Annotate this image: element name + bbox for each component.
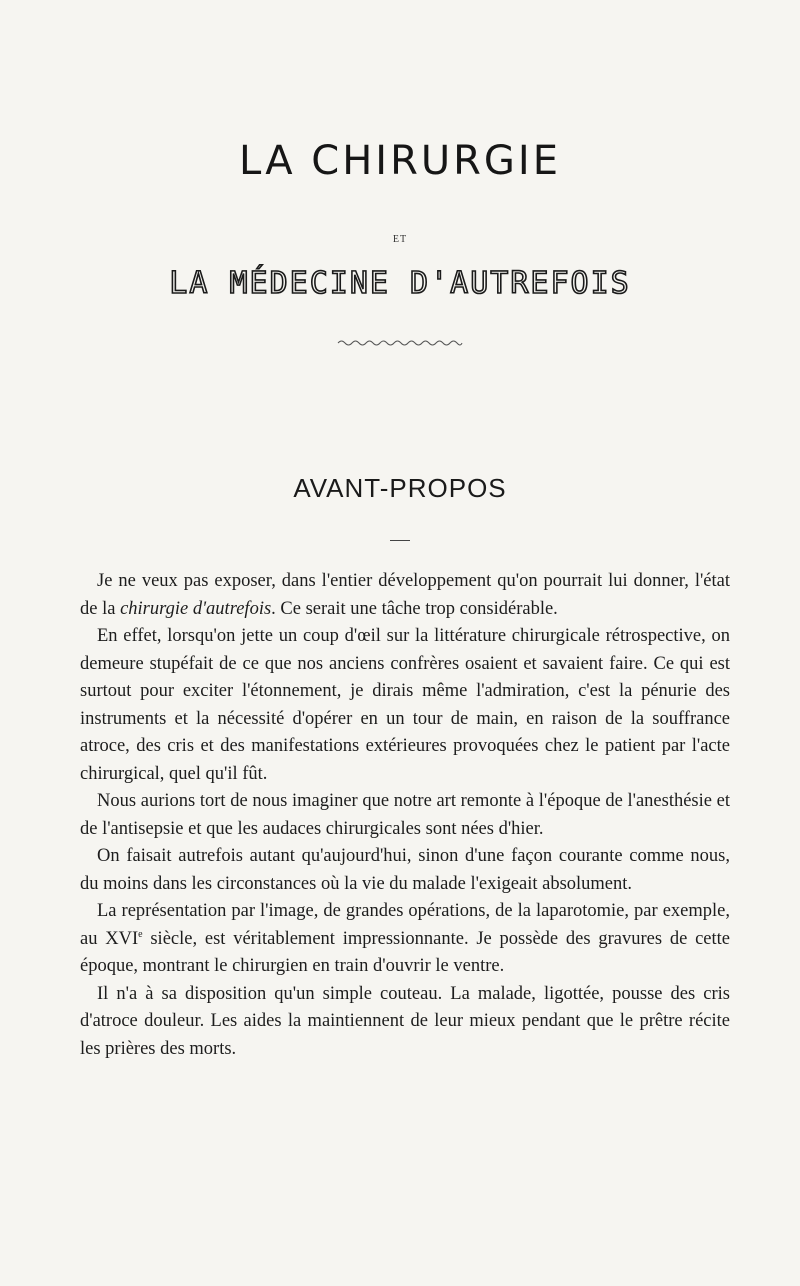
heading-separator: [390, 540, 410, 541]
paragraph: En effet, lorsqu'on jette un coup d'œil sur la littérature chirurgicale rétrospective, on demeure stupéfait de ce que nos anciens confrères osaient et savaient faire. Ce qui est surtout pour exciter l'étonnement, je dirais même l'admiration, c'est la pénurie des instruments et la nécessité d'opérer en un tour de main, en raison de la souffrance atroce, des cris et des manifestations extérieures provoquées chez le patient par l'acte chirurgical, quel qu'il fût.: [80, 626, 730, 784]
paragraph: Nous aurions tort de nous imaginer que notre art remonte à l'époque de l'anesthésie et de l'antisepsie et que les audaces chirurgicales sont nées d'hier.: [80, 791, 730, 839]
book-title: LA CHIRURGIE: [238, 138, 561, 184]
paragraph: Je ne veux pas exposer, dans l'entier développement qu'on pourrait lui donner, l'état de la chirurgie d'autrefois. Ce serait une tâche trop considérable.: [80, 571, 730, 619]
paragraph: On faisait autrefois autant qu'aujourd'hui, sinon d'une façon courante comme nous, du moins dans les circonstances où la vie du malade l'exigeait absolument.: [80, 846, 730, 894]
book-subtitle: LA MÉDECINE D'AUTREFOIS: [169, 266, 631, 301]
title-connector: ET: [392, 234, 408, 245]
section-heading: AVANT-PROPOS: [293, 473, 507, 503]
body-text: [80, 568, 730, 1063]
paragraph: Il n'a à sa disposition qu'un simple couteau. La malade, ligottée, pousse des cris d'atroce douleur. Les aides la maintiennent de leur mieux pendant que le prêtre récite les prières des morts.: [80, 983, 730, 1059]
paragraph: La représentation par l'image, de grandes opérations, de la laparotomie, par exemple, au XVIe siècle, est véritablement impressionnante. Je possède des gravures de cette époque, montrant le chirurgien en train d'ouvrir le ventre.: [80, 901, 730, 976]
wavy-ornament-divider: [337, 338, 463, 348]
superscript: e: [138, 928, 143, 940]
emphasized-title: chirurgie d'autrefois: [120, 598, 272, 619]
